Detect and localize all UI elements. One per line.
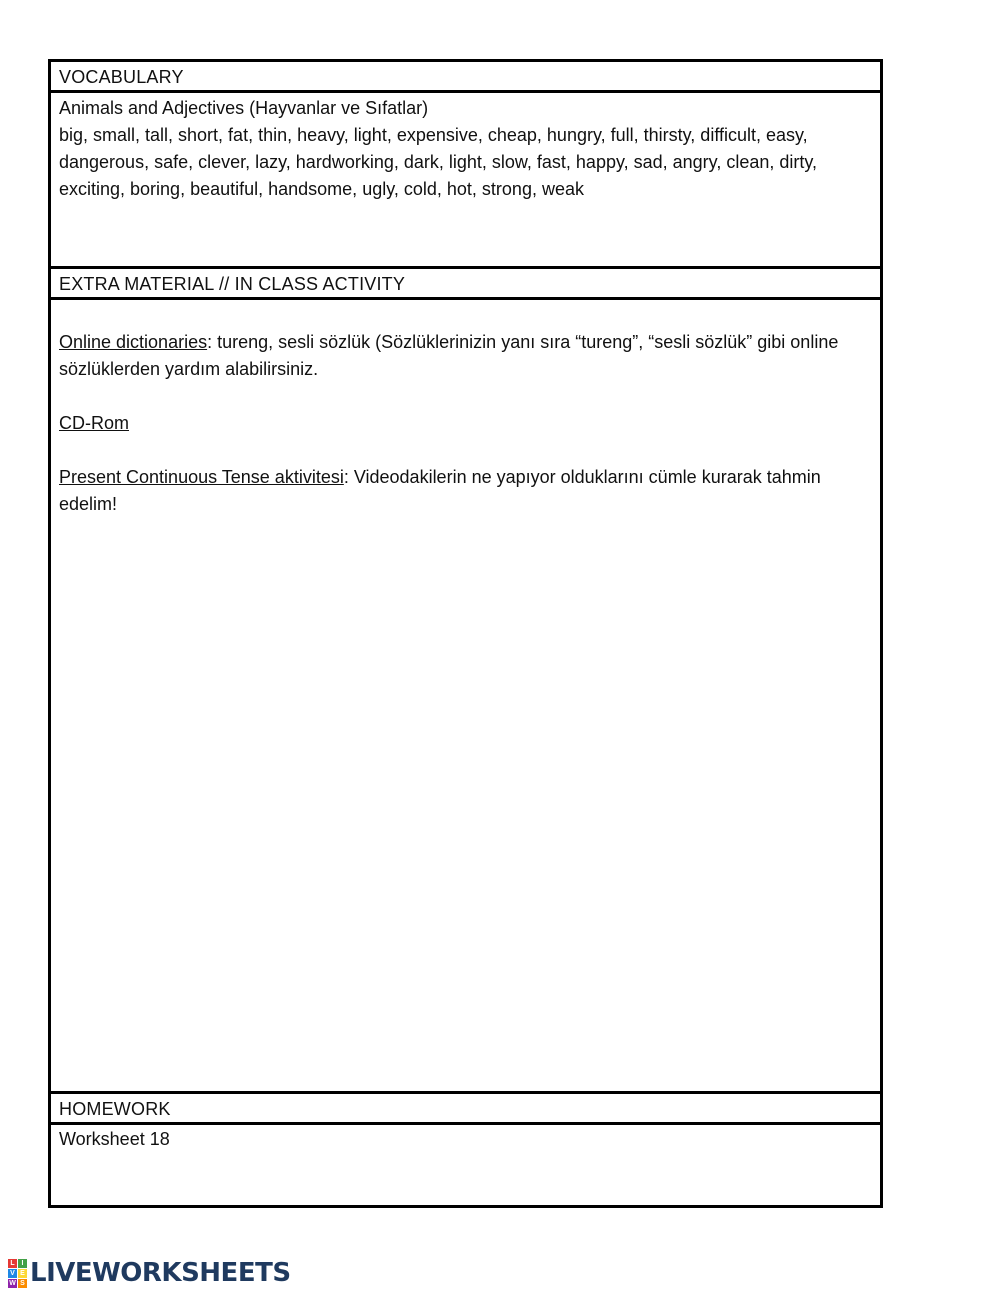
liveworksheets-logo [8,1258,291,1288]
logo-mark-cell: E [18,1269,27,1278]
cd-rom-label: CD-Rom [59,413,129,433]
divider [51,1091,880,1094]
divider [51,1122,880,1125]
homework-header: HOMEWORK [59,1099,171,1119]
logo-mark-cell: S [18,1279,27,1288]
online-dictionaries-label: Online dictionaries [59,332,208,352]
divider [51,90,880,93]
present-continuous-item [59,464,862,518]
vocabulary-topic: Animals and Adjectives (Hayvanlar ve Sıfatlar) [59,98,429,118]
vocabulary-header: VOCABULARY [59,67,184,87]
online-dictionaries-text: : tureng, sesli sözlük (Sözlüklerinizin yanı sıra “tureng”, “sesli sözlük” gibi online sözlüklerden yardım alabilirsiniz. [59,332,839,379]
extra-material-header: EXTRA MATERIAL // IN CLASS ACTIVITY [59,274,406,294]
vocabulary-words: big, small, tall, short, fat, thin, heavy, light, expensive, cheap, hungry, full, thirsty, difficult, easy, dangerous, safe, clever, lazy, hardworking, dark, light, slow, fast, happy, sad, angry, clean, dirty, exciting, boring, beautiful, handsome, ugly, cold, hot, strong, weak [59,125,818,199]
cd-rom-item [59,410,862,437]
logo-mark-cell: W [9,1279,16,1287]
online-dictionaries-item [59,329,862,383]
lesson-plan-table [48,59,883,1208]
vocabulary-content [51,95,880,203]
homework-content: Worksheet 18 [59,1129,170,1149]
liveworksheets-logo-text: LIVEWORKSHEETS [30,1258,291,1288]
present-continuous-label: Present Continuous Tense aktivitesi [59,467,344,487]
divider [51,266,880,269]
logo-mark-cell: V [8,1269,17,1278]
divider [51,297,880,300]
liveworksheets-logo-icon [8,1259,27,1288]
logo-mark-cell: L [8,1259,17,1268]
present-continuous-text: : Videodakilerin ne yapıyor olduklarını cümle kurarak tahmin edelim! [59,467,821,514]
logo-mark-cell: I [18,1259,27,1268]
extra-material-content [51,329,880,518]
